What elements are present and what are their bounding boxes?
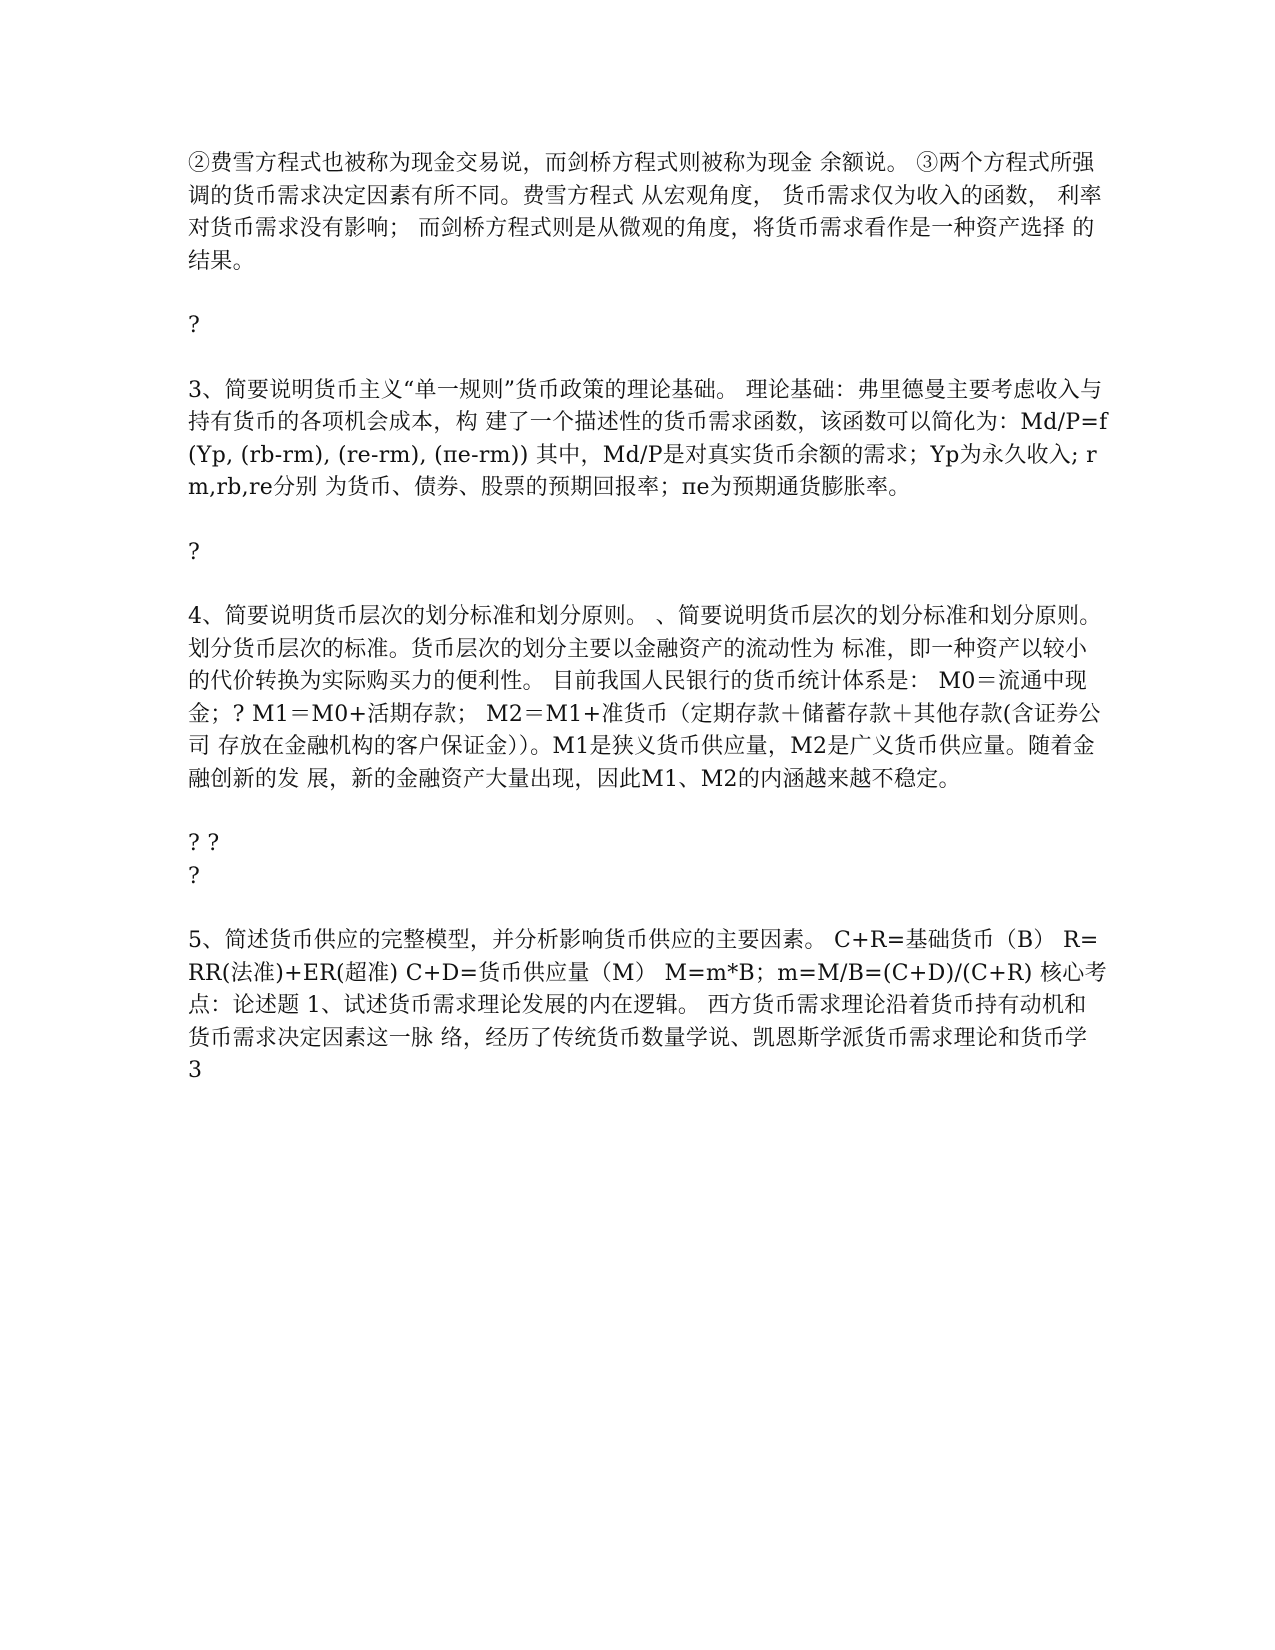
paragraph-gap <box>188 343 1108 375</box>
paragraph-fisher-cambridge: ②费雪方程式也被称为现金交易说，而剑桥方程式则被称为现金 余额说。 ③两个方程式所强调的货币需求决定因素有所不同。费雪方程式 从宏观角度， 货币需求仅为收入的函数， 利率对货币需求没有影响； 而剑桥方程式则是从微观的角度，将货币需求看作是一种资产选择 的结果。 <box>188 151 1102 274</box>
paragraph-gap <box>188 505 1108 537</box>
paragraph-gap <box>188 893 1108 925</box>
document-body <box>188 148 1115 1088</box>
question-mark-line: ? <box>188 863 201 889</box>
paragraph-question-3: 3、简要说明货币主义“单一规则”货币政策的理论基础。 理论基础：弗里德曼主要考虑收入与持有货币的各项机会成本，构 建了一个描述性的货币需求函数，该函数可以简化为：Md/P=f (Yp, (rb-rm), (re-rm), (πe-rm)) 其中，Md/P是对真实货币余额的需求；Yp为永久收入; rm,rb,re分别 为货币、债券、股票的预期回报率；πe为预期通货膨胀率。 <box>188 377 1115 500</box>
paragraph-question-5: 5、简述货币供应的完整模型，并分析影响货币供应的主要因素。 C+R=基础货币（B） R=RR(法准)+ER(超准) C+D=货币供应量（M） M=m*B；m=M/B=(C+D)/(C+R) 核心考点：论述题 1、试述货币需求理论发展的内在逻辑。 西方货币需求理论沿着货币持有动机和货币需求决定因素这一脉 络，经历了传统货币数量学说、凯恩斯学派货币需求理论和货币学 <box>188 928 1107 1051</box>
question-mark-line: ? ? <box>188 831 220 856</box>
paragraph-question-4: 4、简要说明货币层次的划分标准和划分原则。 、简要说明货币层次的划分标准和划分原则。 划分货币层次的标准。货币层次的划分主要以金融资产的流动性为 标准，即一种资产以较小的代价转换为实际购买力的便利性。 目前我国人民银行的货币统计体系是： M0＝流通中现金；? M1＝M0+活期存款； M2＝M1+准货币（定期存款＋储蓄存款＋其他存款(含证券公司 存放在金融机构的客户保证金））。M1是狭义货币供应量，M2是广义货币供应量。随着金融创新的发 展，新的金融资产大量出现，因此M1、M2的内涵越来越不稳定。 <box>188 604 1109 792</box>
page-number: 3 <box>188 1058 203 1083</box>
question-mark-line: ? <box>188 539 201 565</box>
question-mark-line: ? <box>188 313 201 338</box>
paragraph-gap <box>188 796 1108 828</box>
paragraph-gap <box>188 569 1108 601</box>
paragraph-gap <box>188 278 1108 310</box>
